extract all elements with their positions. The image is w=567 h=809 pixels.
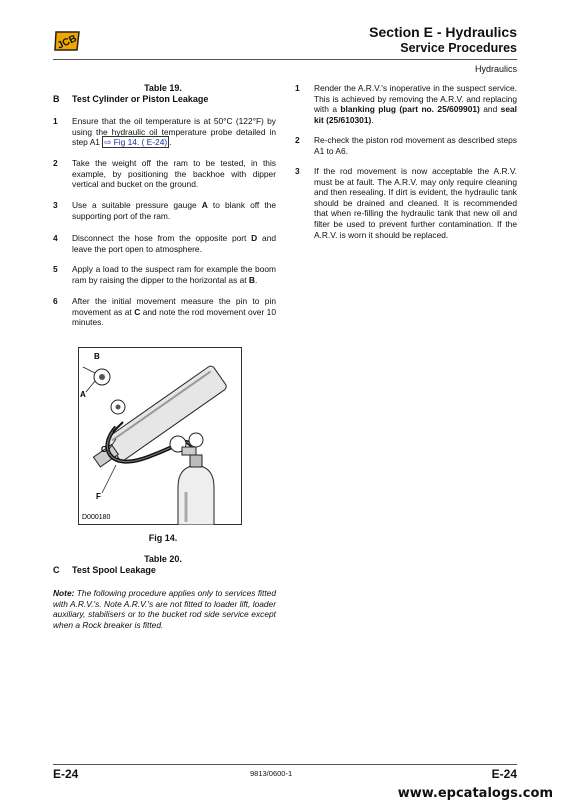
section-b-heading	[53, 94, 208, 104]
position-label: B	[248, 274, 255, 285]
label-a: A	[80, 390, 86, 399]
step-text: Take the weight off the ram to be tested, in this example, by positioning the backhoe with dipper vertical and bucket on the ground.	[72, 158, 276, 190]
seal-kit-part: seal kit (25/610301)	[314, 104, 517, 125]
step-text: Render the A.R.V.'s inoperative in the suspect service. This is achieved by removing the A.R.V. and replacing with a	[314, 83, 517, 115]
step-number: 3	[53, 200, 58, 210]
section-c-title: Test Spool Leakage	[72, 565, 156, 575]
section-subtitle: Service Procedures	[400, 41, 517, 55]
figure-14-illustration	[78, 347, 242, 525]
step-text-end: and note the rod movement over 10 minutes.	[72, 306, 276, 328]
b-step-5	[53, 264, 276, 288]
table-20-caption: Table 20.	[144, 554, 182, 564]
fig-14-link[interactable]: ⇨ Fig 14. ( E-24)	[104, 137, 168, 148]
table-19-caption: Table 19.	[144, 83, 182, 93]
footer-rule	[53, 764, 517, 765]
step-number: 2	[53, 158, 58, 168]
note-text: The following procedure applies only to services fitted with A.R.V.'s. Note A.R.V.'s are not fitted to loader lift, loader auxiliary, stabilisers or to the bucket rod side service except when a Rock breaker is fitted.	[53, 588, 276, 630]
step-text-end: .	[371, 114, 374, 125]
step-number: 6	[53, 296, 58, 306]
step-number: 4	[53, 233, 58, 243]
section-b-title: Test Cylinder or Piston Leakage	[72, 94, 209, 104]
b-step-6	[53, 296, 276, 330]
figure-code: D000180	[82, 514, 111, 521]
position-label: C	[134, 306, 141, 317]
c-step-1	[295, 83, 517, 128]
c-step-3	[295, 166, 517, 246]
gas-bottle	[178, 465, 214, 525]
step-number: 3	[295, 166, 300, 176]
label-f: F	[96, 492, 101, 501]
jcb-logo	[53, 30, 81, 52]
step-text: Ensure that the oil temperature is at 50°C (122°F) by using the hydraulic oil temperature probe detailed in step A1	[72, 116, 276, 148]
step-text: After the initial movement measure the pin to pin movement as at	[72, 296, 276, 317]
section-title: Section E - Hydraulics	[369, 24, 517, 40]
document-code: 9813/0600-1	[250, 769, 293, 778]
step-text-end: .	[254, 274, 258, 285]
step-text-end: and leave the port open to atmosphere.	[72, 233, 276, 254]
label-b: B	[94, 352, 100, 361]
step-number: 1	[295, 83, 300, 93]
step-text: Disconnect the hose from the opposite port	[72, 233, 252, 243]
step-number: 1	[53, 116, 58, 126]
step-text: Apply a load to the suspect ram for example the boom ram by raising the dipper to the horizontal as at	[72, 264, 276, 285]
logo-text: JCB	[55, 33, 79, 52]
gauge-label: A	[201, 200, 208, 210]
c-step-2	[295, 135, 517, 159]
watermark: www.epcatalogs.com	[397, 786, 553, 801]
section-c-heading	[53, 565, 156, 575]
step-number: 2	[295, 135, 300, 145]
step-text-end: .	[169, 137, 172, 148]
step-text-end: to blank off the supporting port of the ram.	[72, 200, 276, 221]
step-text: Use a suitable pressure gauge	[72, 200, 202, 210]
step-text: If the rod movement is now acceptable the A.R.V. must be at fault. The A.R.V. may only require cleaning and then resealing. If dirt is evident, the hydraulic tank should be drained and cleaned. It is recommended that when re-filling the hydraulic tank that new oil and filter be used to prevent further contamination. If the A.R.V. is worn it should be replaced.	[314, 166, 517, 240]
section-c-letter: C	[53, 565, 60, 575]
figure-14-caption: Fig 14.	[148, 533, 178, 543]
b-step-1	[53, 116, 276, 150]
b-step-3	[53, 200, 276, 224]
page-number-right: E-24	[491, 767, 517, 781]
b-step-4	[53, 233, 276, 257]
sub-section-label: Hydraulics	[474, 64, 517, 74]
port-label: D	[251, 233, 258, 243]
b-step-2	[53, 158, 276, 192]
note-label: Note:	[53, 588, 75, 598]
note-paragraph	[53, 588, 276, 630]
section-b-letter: B	[53, 94, 60, 104]
blanking-plug-part: blanking plug (part no. 25/609901)	[340, 104, 480, 115]
step-text-mid: and	[479, 104, 501, 115]
label-c: C	[101, 445, 107, 454]
step-number: 5	[53, 264, 58, 274]
header-rule	[53, 59, 517, 60]
page-number-left: E-24	[53, 767, 79, 781]
regulator-gauge-2	[189, 433, 203, 447]
step-text: Re-check the piston rod movement as described steps A1 to A6.	[314, 135, 517, 156]
